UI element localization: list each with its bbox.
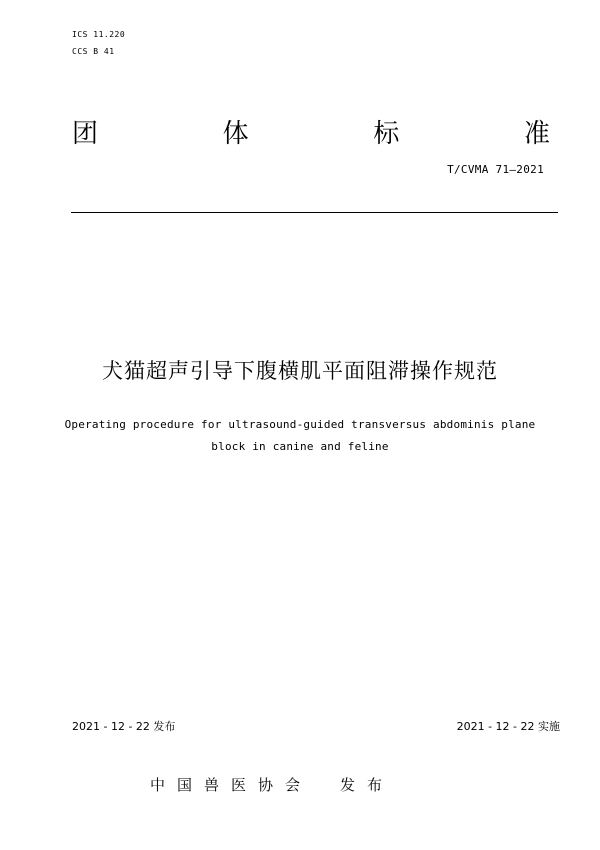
- standard-type-char: 团: [72, 119, 99, 149]
- title-english-line: Operating procedure for ultrasound-guided transversus abdominis plane: [64, 418, 536, 431]
- standard-type-char: 标: [373, 119, 400, 149]
- standard-type-char: 准: [523, 119, 550, 149]
- ics-code: ICS 11.220: [72, 30, 126, 39]
- ccs-code: CCS B 41: [72, 47, 115, 56]
- document-title-english: [0, 414, 600, 458]
- document-title-chinese: 犬猫超声引导下腹横肌平面阻滞操作规范: [102, 359, 498, 383]
- standard-number: T/CVMA 71—2021: [447, 163, 544, 176]
- header-divider: [71, 212, 558, 213]
- title-english-line: block in canine and feline: [211, 440, 389, 453]
- publisher-line: [150, 774, 394, 795]
- standard-type-char: 体: [222, 119, 249, 149]
- release-date: 2021 - 12 - 22 发布: [72, 720, 176, 733]
- implementation-date: 2021 - 12 - 22 实施: [456, 720, 560, 733]
- publisher-name: 中国兽医协会: [150, 776, 313, 794]
- publish-label: 发布: [340, 776, 395, 794]
- standard-type-heading: [72, 118, 550, 150]
